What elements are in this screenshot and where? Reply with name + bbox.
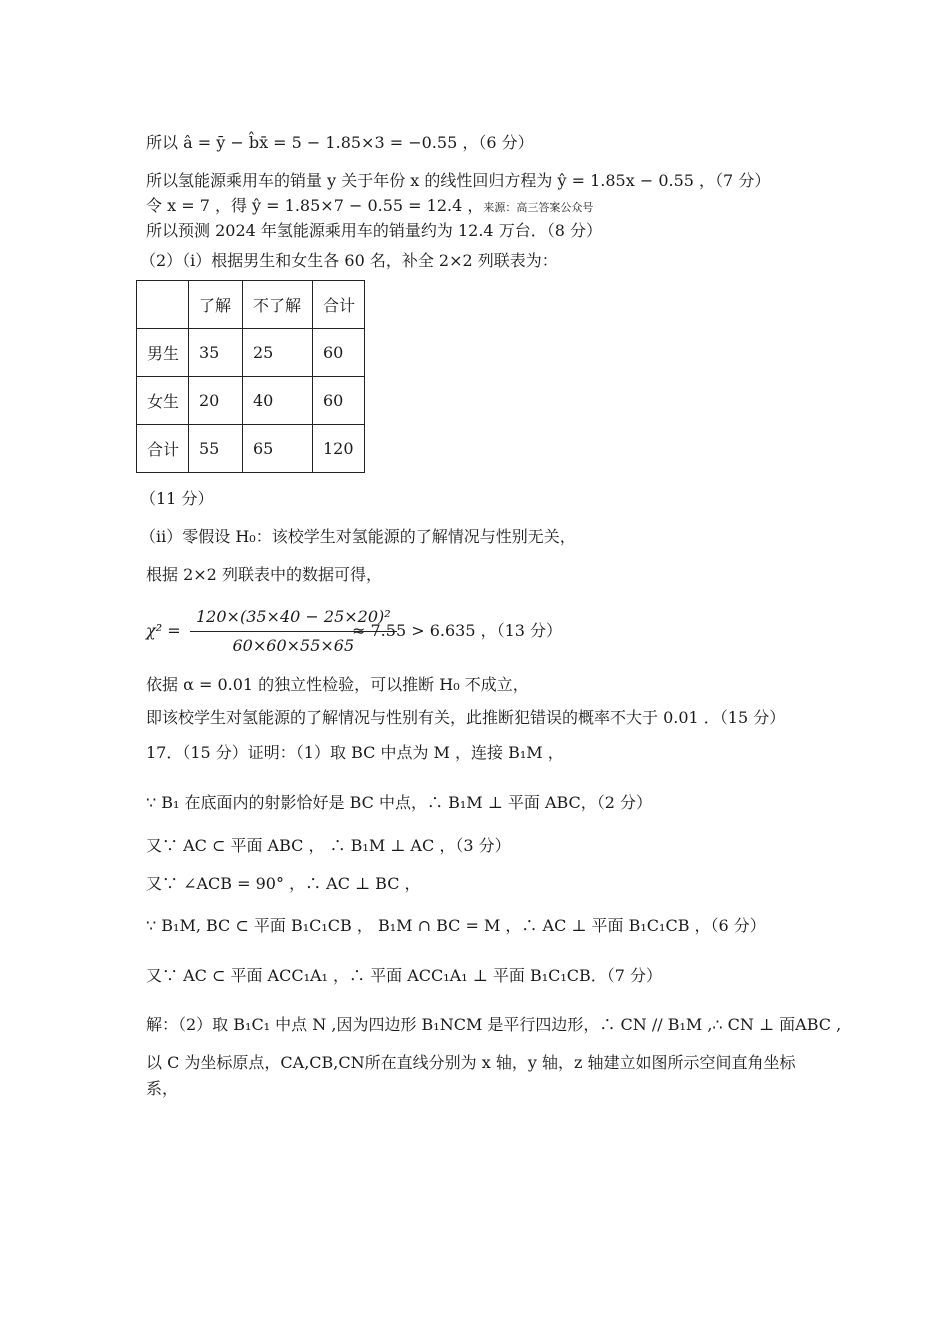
table-cell: 合计	[313, 281, 365, 329]
table-cell: 25	[243, 329, 313, 377]
table-cell: 65	[243, 425, 313, 473]
chi-square-result: ≈ 7.55 > 6.635 ，（13 分）	[352, 621, 563, 640]
line-projection: ∵ B₁ 在底面内的射影恰好是 BC 中点，∴ B₁M ⊥ 平面 ABC，（2 分）	[146, 793, 653, 812]
line-conclusion: 即该校学生对氢能源的了解情况与性别有关，此推断犯错误的概率不大于 0.01 ．（15 分）	[146, 708, 786, 727]
line-coordinate-setup-end: 系，	[146, 1079, 179, 1098]
table-cell: 了解	[189, 281, 243, 329]
line-q17-start: 17．（15 分）证明：（1）取 BC 中点为 M ，连接 B₁M ，	[146, 743, 564, 762]
table-cell: 合计	[137, 425, 189, 473]
line-coordinate-setup: 以 C 为坐标原点，CA,CB,CN所在直线分别为 x 轴，y 轴，z 轴建立如图所示空间直角坐标	[146, 1053, 796, 1072]
line-compute-intro: 根据 2×2 列联表中的数据可得，	[146, 565, 382, 584]
table-cell: 60	[313, 329, 365, 377]
table-cell: 120	[313, 425, 365, 473]
table-cell: 55	[189, 425, 243, 473]
source-note: 来源：高三答案公众号	[483, 201, 594, 214]
table-cell: 男生	[137, 329, 189, 377]
table-cell: 35	[189, 329, 243, 377]
chi-square-label: χ² =	[146, 621, 181, 640]
line-prediction	[146, 195, 593, 219]
line-score-11: （11 分）	[140, 489, 214, 508]
line-null-hypothesis: （ii）零假设 H₀：该校学生对氢能源的了解情况与性别无关，	[140, 527, 576, 546]
line-perpendicular-ac: 又∵ AC ⊂ 平面 ABC ， ∴ B₁M ⊥ AC ，（3 分）	[146, 836, 511, 855]
contingency-table	[136, 280, 365, 473]
table-cell	[137, 281, 189, 329]
chi-square-numerator: 120×(35×40 − 25×20)²	[190, 606, 397, 632]
table-row	[137, 329, 365, 377]
line-intercept: 所以 â = ȳ − b̂x̄ = 5 − 1.85×3 = −0.55 ，（6 分）	[146, 133, 534, 152]
table-cell: 女生	[137, 377, 189, 425]
line-planes-perp: 又∵ AC ⊂ 平面 ACC₁A₁ ，∴ 平面 ACC₁A₁ ⊥ 平面 B₁C₁CB．（7 分）	[146, 966, 663, 985]
line-part2-intro: （2）（i）根据男生和女生各 60 名，补全 2×2 列联表为：	[140, 251, 558, 270]
table-row	[137, 377, 365, 425]
line-independence-test: 依据 α = 0.01 的独立性检验，可以推断 H₀ 不成立，	[146, 675, 529, 694]
table-cell: 40	[243, 377, 313, 425]
table-header-row	[137, 281, 365, 329]
table-row	[137, 425, 365, 473]
line-right-angle: 又∵ ∠ACB = 90° ，∴ AC ⊥ BC ，	[146, 874, 421, 893]
table-cell: 20	[189, 377, 243, 425]
line-ac-perp-plane: ∵ B₁M, BC ⊂ 平面 B₁C₁CB ， B₁M ∩ BC = M ，∴ AC ⊥ 平面 B₁C₁CB ，（6 分）	[146, 916, 766, 935]
chi-square-denominator: 60×60×55×65	[232, 636, 355, 655]
table-cell: 不了解	[243, 281, 313, 329]
line-solution-part2: 解：（2）取 B₁C₁ 中点 N ,因为四边形 B₁NCM 是平行四边形，∴ CN // B₁M ,∴ CN ⊥ 面ABC ,	[146, 1015, 842, 1034]
line-regression-equation: 所以氢能源乘用车的销量 y 关于年份 x 的线性回归方程为 ŷ = 1.85x − 0.55 ，（7 分）	[146, 171, 771, 190]
table-cell: 60	[313, 377, 365, 425]
prediction-text: 令 x = 7 ，得 ŷ = 1.85×7 − 0.55 = 12.4 ，	[146, 196, 484, 215]
line-forecast-conclusion: 所以预测 2024 年氢能源乘用车的销量约为 12.4 万台．（8 分）	[146, 221, 602, 240]
